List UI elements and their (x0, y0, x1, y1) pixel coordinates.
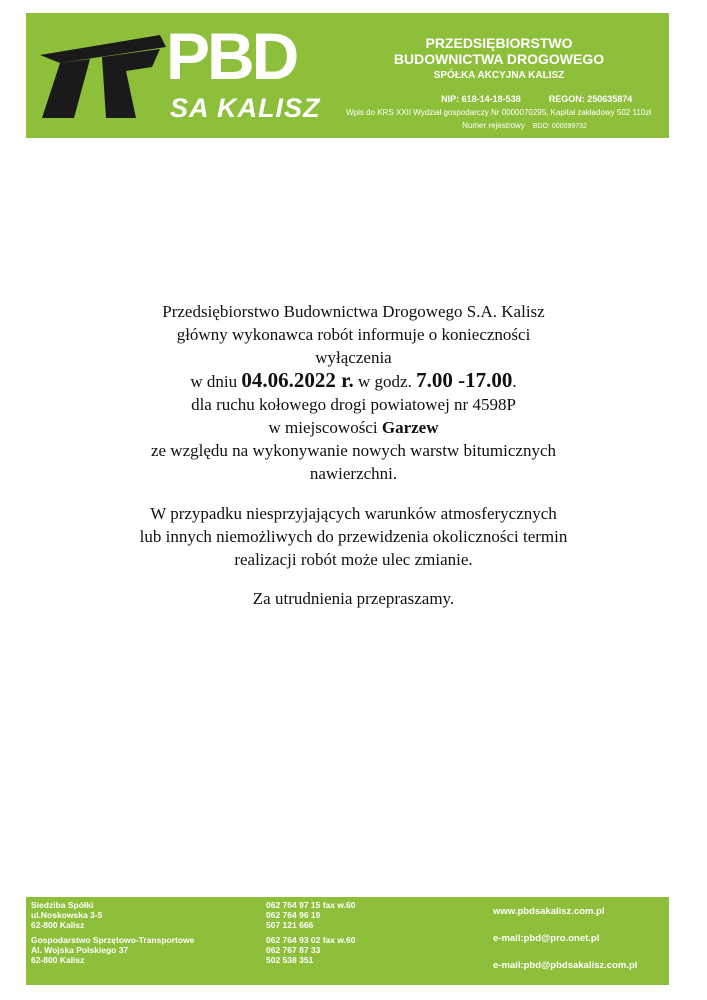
notice-date-line (70, 369, 637, 393)
notice-body (70, 300, 637, 610)
phone-number: 062 767 87 33 (266, 945, 321, 955)
notice-line: główny wykonawca robót informuje o konieczności (176, 325, 531, 344)
registration-info (346, 93, 651, 133)
phone-number: 507 121 666 (266, 920, 314, 930)
gst-street: Al. Wojska Polskiego 37 (31, 945, 129, 955)
phone-number: 502 538 351 (266, 955, 314, 965)
logo-text: PBD (166, 19, 297, 93)
road-logo-icon (40, 33, 180, 118)
footer-phones (266, 900, 355, 965)
email-link[interactable]: e-mail:pbd@pro.onet.pl (493, 933, 600, 944)
weather-paragraph (70, 502, 637, 571)
website-link[interactable]: www.pbdsakalisz.com.pl (493, 906, 605, 917)
footer-addresses (31, 900, 194, 965)
krs-info: Wpis do KRS XXII Wydział gospodarczy Nr 0000070295, Kapitał zakładowy 502 110zł (346, 108, 651, 117)
notice-line: lub innych niemożliwych do przewidzenia okoliczności termin (139, 527, 568, 546)
company-name-line1: PRZEDSIĘBIORSTWO (425, 35, 573, 51)
company-name-line3: SPÓŁKA AKCYJNA KALISZ (433, 70, 565, 81)
notice-place-line (70, 416, 637, 439)
notice-line: Przedsiębiorstwo Budownictwa Drogowego S.A. Kalisz (162, 302, 545, 321)
email-link[interactable]: e-mail:pbd@pbdsakalisz.com.pl (493, 960, 638, 971)
company-name (349, 35, 649, 83)
time-suffix: . (512, 372, 517, 391)
phone-number: 062 764 97 15 fax w.60 (266, 900, 356, 910)
gst-title: Gospodarstwo Sprzętowo-Transportowe (31, 935, 195, 945)
phone-number: 062 764 93 02 fax w.60 (266, 935, 356, 945)
notice-time: 7.00 -17.00 (416, 368, 513, 392)
regon: REGON: 250635874 (548, 94, 633, 104)
notice-line: ze względu na wykonywanie nowych warstw bitumicznych (150, 441, 557, 460)
notice-line: wyłączenia (315, 348, 392, 367)
footer-bar (26, 897, 669, 985)
hq-city: 62-800 Kalisz (31, 920, 85, 930)
hq-street: ul.Noskowska 3-5 (31, 910, 103, 920)
nip: NIP: 618-14-18-538 (441, 94, 521, 104)
notice-line: W przypadku niesprzyjających warunków atmosferycznych (150, 504, 557, 523)
place-prefix: w miejscowości (268, 418, 382, 437)
phone-number: 062 764 96 19 (266, 910, 321, 920)
notice-place: Garzew (381, 418, 439, 437)
registry-number-label: Numer rejestrowy (462, 121, 525, 130)
letterhead (26, 13, 669, 138)
notice-line: dla ruchu kołowego drogi powiatowej nr 4598P (191, 395, 516, 414)
footer-contacts (493, 907, 637, 988)
notice-line: nawierzchni. (309, 464, 398, 483)
notice-date: 04.06.2022 r. (241, 368, 354, 392)
time-prefix: w godz. (353, 372, 417, 391)
apology-line: Za utrudnienia przepraszamy. (252, 589, 455, 608)
notice-line: realizacji robót może ulec zmianie. (234, 550, 473, 569)
company-name-line2: BUDOWNICTWA DROGOWEGO (393, 51, 605, 67)
date-prefix: w dniu (190, 372, 242, 391)
gst-city: 62-800 Kalisz (31, 955, 85, 965)
bdo-number: BDO: 000099732 (532, 123, 587, 130)
logo-subtitle: SA KALISZ (170, 93, 321, 123)
hq-title: Siedziba Spółki (31, 900, 94, 910)
